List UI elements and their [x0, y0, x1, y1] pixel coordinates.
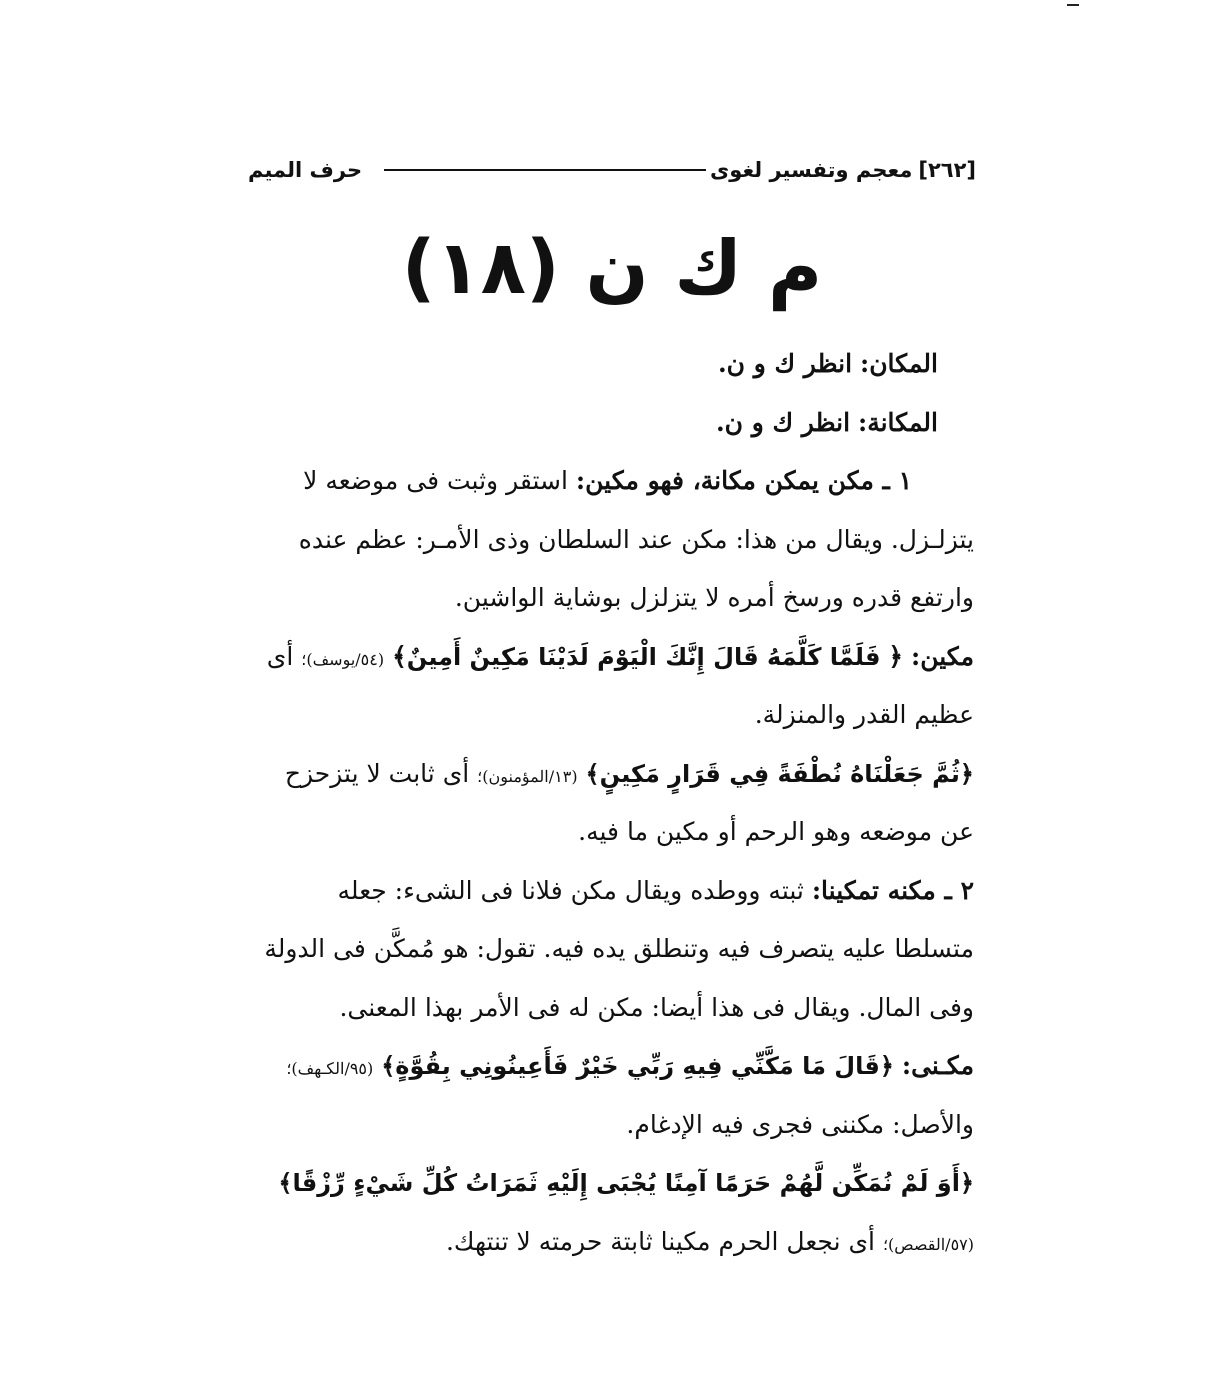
sense2-line3: وفى المال. ويقال فى هذا أيضا: مكن له فى الأمر بهذا المعنى. [339, 992, 974, 1022]
book-title: معجم وتفسير لغوى [710, 158, 913, 182]
sense2-line2: متسلطا عليه يتصرف فيه وتنطلق يده فيه. تقول: هو مُمكَّن فى الدولة [264, 934, 974, 963]
root-title: م ك ن (١٨) [401, 225, 823, 311]
sense1-head: ١ ـ مكن يمكن مكانة، فهو مكين: [575, 466, 912, 495]
quran3-ref: (٩٥/الكـهف)؛ [286, 1059, 374, 1078]
sense2-l1-rest: ثبته ووطده ويقال مكن فلانا فى الشىء: جعله [337, 875, 804, 905]
running-header [248, 150, 976, 190]
sense2-head: ٢ ـ مكنه تمكينا: [811, 875, 974, 905]
quran2-line [244, 745, 974, 804]
makin-meaning: عظيم القدر والمنزلة. [754, 700, 974, 729]
section-name: حرف الميم [248, 158, 363, 182]
quran1-verse: فَلَمَّا كَلَّمَهُ قَالَ إِنَّكَ الْيَوْمَ لَدَيْنَا مَكِينٌ أَمِينٌ [406, 642, 881, 671]
quran1-tail: أى [266, 641, 294, 671]
makanni-line [244, 1037, 974, 1096]
sense1-line3: وارتفع قدره ورسخ أمره لا يتزلزل بوشاية الواشين. [454, 583, 974, 612]
sense1-line1 [244, 452, 974, 511]
quran4-line [244, 1154, 974, 1213]
ref-makan: انظر ك و ن. [717, 349, 853, 378]
sense1-line2: يتزلـزل. ويقال من هذا: مكن عند السلطان وذى الأمـر: عظم عنده [298, 524, 974, 554]
entry-makan [244, 335, 974, 394]
quran2-tail: أى ثابت لا يتزحزح [284, 758, 470, 788]
quran2-verse: ﴿ثُمَّ جَعَلْنَاهُ نُطْفَةً فِي قَرَارٍ مَكِينٍ﴾ [585, 759, 974, 788]
quran2-ref: (١٣/المؤمنون)؛ [477, 766, 578, 786]
sense2-line1 [244, 862, 974, 921]
entry-makana [244, 394, 974, 453]
quran4-line2 [244, 1213, 974, 1272]
ref-makana: انظر ك و ن. [715, 407, 851, 437]
quran4-verse: ﴿أَوَ لَمْ نُمَكِّن لَّهُمْ حَرَمًا آمِنًا يُجْبَى إِلَيْهِ ثَمَرَاتُ كُلِّ شَيْءٍ رِّزْقًا﴾ [278, 1169, 974, 1197]
quran3-verse: ﴿قَالَ مَا مَكَّنِّي فِيهِ رَبِّي خَيْرٌ فَأَعِينُونِي بِقُوَّةٍ﴾ [381, 1052, 894, 1080]
quran1-open: ﴿ [888, 641, 904, 671]
quran1-ref: (٥٤/يوسف)؛ [301, 649, 385, 669]
quran1-close: ﴾ [392, 641, 407, 671]
header-rule [384, 169, 706, 171]
quran4-tail: أى نجعل الحرم مكينا ثابتة حرمته لا تنتهك. [445, 1226, 875, 1256]
corner-mark [1067, 0, 1079, 6]
term-makin: مكين: [910, 641, 974, 671]
term-makanni: مكـنى: [901, 1051, 974, 1080]
term-makan: المكان: [859, 349, 938, 378]
quran2-line2: عن موضعه وهو الرحم أو مكين ما فيه. [578, 817, 974, 846]
page-number: [٢٦٢] [918, 158, 976, 182]
asl-line: والأصل: مكننى فجرى فيه الإدغام. [626, 1109, 974, 1139]
sense1-l1-rest: استقر وثبت فى موضعه لا [303, 466, 568, 495]
makin-line [244, 628, 974, 687]
term-makana: المكانة: [857, 407, 938, 437]
quran4-ref: (٥٧/القصص)؛ [882, 1234, 974, 1254]
entry-body [244, 335, 974, 1271]
